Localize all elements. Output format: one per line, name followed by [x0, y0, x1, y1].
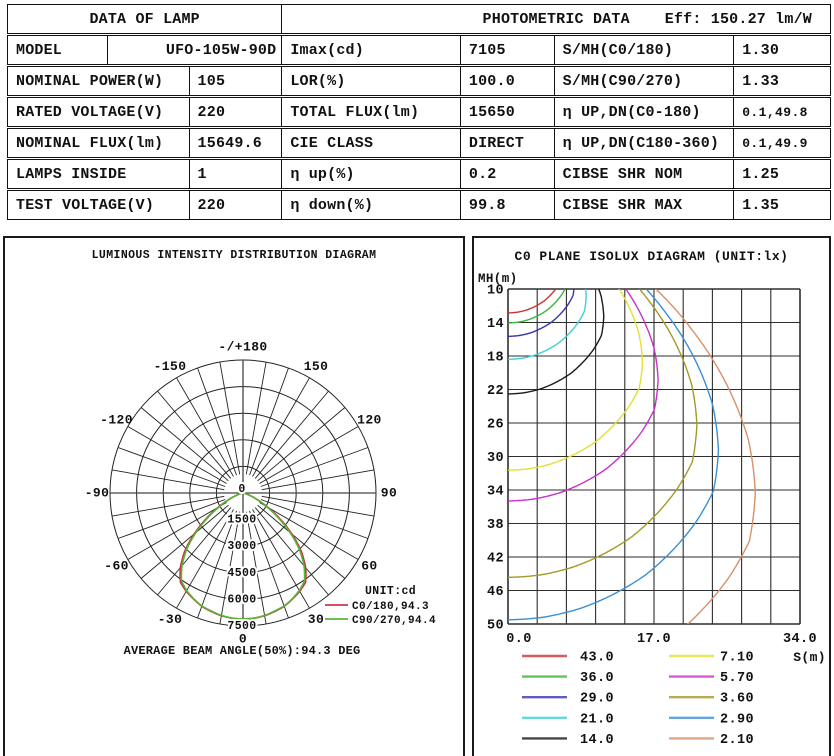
- svg-text:14.0: 14.0: [580, 732, 615, 748]
- table-value: 0.2: [460, 160, 554, 188]
- table-value: DIRECT: [460, 129, 554, 157]
- beam-angle-caption: AVERAGE BEAM ANGLE(50%):94.3 DEG: [123, 644, 361, 658]
- svg-text:38: 38: [486, 518, 504, 533]
- polar-diagram-panel: [3, 236, 465, 756]
- lamp-data-table: [7, 4, 831, 221]
- isolux-contour-chart: [474, 238, 829, 752]
- table-value: 1: [189, 160, 282, 188]
- table-label: LAMPS INSIDE: [16, 165, 127, 183]
- isolux-title: C0 PLANE ISOLUX DIAGRAM (UNIT:lx): [514, 249, 789, 264]
- table-value: 1.30: [733, 36, 830, 64]
- isolux-contour-5.70: [508, 257, 658, 501]
- table-value: 1.33: [733, 67, 830, 95]
- x-axis-title: S(m): [793, 650, 826, 665]
- table-header-photometric: [281, 5, 830, 33]
- svg-text:C90/270,94.4: C90/270,94.4: [352, 615, 437, 627]
- photometric-data-title: PHOTOMETRIC DATA: [482, 10, 630, 28]
- isolux-contours: [508, 256, 755, 693]
- svg-text:0: 0: [238, 483, 246, 497]
- isolux-legend: [522, 651, 754, 748]
- table-value: 100.0: [460, 67, 554, 95]
- table-label: TOTAL FLUX(lm): [281, 98, 460, 126]
- svg-text:14: 14: [486, 317, 504, 332]
- isolux-contour-14.0: [508, 256, 604, 394]
- svg-text:-90: -90: [84, 485, 110, 501]
- table-row: [7, 97, 831, 127]
- table-row: [7, 190, 831, 220]
- svg-text:C0/180,94.3: C0/180,94.3: [352, 601, 430, 613]
- table-label: CIBSE SHR NOM: [554, 160, 734, 188]
- isolux-contour-7.10: [508, 256, 643, 470]
- table-value: 0.1,49.8: [733, 98, 830, 126]
- isolux-contour-21.0: [508, 256, 586, 359]
- svg-text:-150: -150: [153, 358, 187, 374]
- table-value: 1.35: [733, 191, 830, 219]
- svg-text:22: 22: [486, 384, 504, 399]
- svg-text:3000: 3000: [227, 540, 257, 554]
- table-label: S/MH(C90/270): [554, 67, 734, 95]
- svg-text:-/+180: -/+180: [218, 339, 268, 355]
- table-label: η up(%): [281, 160, 460, 188]
- table-row: [7, 128, 831, 158]
- isolux-contour-2.10: [508, 256, 755, 692]
- svg-text:0.0: 0.0: [506, 632, 532, 647]
- table-value: 1.25: [733, 160, 830, 188]
- svg-text:4500: 4500: [227, 566, 257, 580]
- svg-text:90: 90: [380, 485, 398, 501]
- svg-text:150: 150: [303, 358, 329, 374]
- svg-text:43.0: 43.0: [580, 650, 615, 666]
- table-value: 220: [189, 191, 282, 219]
- isolux-grid: [508, 289, 800, 624]
- svg-text:46: 46: [486, 585, 504, 600]
- svg-text:26: 26: [486, 417, 504, 433]
- svg-text:18: 18: [486, 350, 504, 366]
- luminous-intensity-polar-chart: [5, 238, 463, 752]
- isolux-contour-29.0: [508, 256, 575, 337]
- table-label: NOMINAL FLUX(lm): [16, 134, 164, 152]
- table-label: CIE CLASS: [281, 129, 460, 157]
- table-label: CIBSE SHR MAX: [554, 191, 734, 219]
- table-row: [7, 66, 831, 96]
- y-axis-title: MH(m): [478, 272, 518, 286]
- svg-text:10: 10: [486, 283, 504, 299]
- svg-text:30: 30: [307, 611, 325, 627]
- table-value: 0.1,49.9: [733, 129, 830, 157]
- svg-text:17.0: 17.0: [636, 632, 672, 647]
- table-header-data-of-lamp: DATA OF LAMP: [89, 10, 200, 28]
- svg-text:0: 0: [238, 631, 248, 647]
- svg-text:6000: 6000: [227, 593, 257, 607]
- svg-text:29.0: 29.0: [580, 691, 615, 707]
- table-label: η down(%): [281, 191, 460, 219]
- polar-legend: [325, 585, 436, 627]
- table-value: 220: [189, 98, 282, 126]
- table-label: η UP,DN(C180-360): [554, 129, 734, 157]
- table-label: S/MH(C0/180): [554, 36, 734, 64]
- svg-text:36.0: 36.0: [580, 671, 615, 687]
- table-row: [7, 35, 831, 65]
- table-value: 7105: [460, 36, 554, 64]
- svg-text:30: 30: [486, 451, 504, 466]
- svg-text:3.60: 3.60: [720, 691, 755, 707]
- svg-text:1500: 1500: [227, 513, 257, 527]
- efficacy-value: Eff: 150.27 lm/W: [664, 10, 812, 28]
- svg-text:2.90: 2.90: [720, 712, 755, 728]
- svg-text:34: 34: [486, 484, 504, 500]
- table-label: LOR(%): [281, 67, 460, 95]
- svg-text:5.70: 5.70: [720, 671, 755, 687]
- svg-text:120: 120: [357, 412, 382, 428]
- svg-text:34.0: 34.0: [782, 632, 818, 647]
- svg-text:2.10: 2.10: [720, 732, 755, 748]
- table-header-row: [7, 4, 831, 34]
- table-label: MODEL: [16, 41, 63, 59]
- svg-text:50: 50: [486, 618, 504, 634]
- table-label: NOMINAL POWER(W): [16, 72, 164, 90]
- svg-text:21.0: 21.0: [580, 712, 615, 728]
- isolux-diagram-panel: [472, 236, 831, 756]
- table-value: 15649.6: [189, 129, 282, 157]
- isolux-contour-2.90: [508, 256, 718, 620]
- table-row: [7, 159, 831, 189]
- table-label: Imax(cd): [281, 36, 460, 64]
- table-label: TEST VOLTAGE(V): [16, 196, 155, 214]
- polar-unit-label: UNIT:cd: [365, 585, 417, 598]
- svg-text:-30: -30: [157, 611, 183, 627]
- table-value: UFO-105W-90D: [107, 36, 282, 64]
- svg-text:-60: -60: [104, 558, 129, 574]
- svg-text:7.10: 7.10: [720, 650, 755, 666]
- svg-text:-120: -120: [100, 412, 133, 428]
- polar-title: LUMINOUS INTENSITY DISTRIBUTION DIAGRAM: [91, 249, 377, 262]
- table-value: 15650: [460, 98, 554, 126]
- table-label: η UP,DN(C0-180): [554, 98, 734, 126]
- svg-text:7500: 7500: [227, 620, 257, 634]
- svg-text:42: 42: [486, 551, 504, 567]
- table-label: RATED VOLTAGE(V): [16, 103, 164, 121]
- table-value: 105: [189, 67, 282, 95]
- table-value: 99.8: [460, 191, 554, 219]
- svg-text:60: 60: [361, 558, 378, 574]
